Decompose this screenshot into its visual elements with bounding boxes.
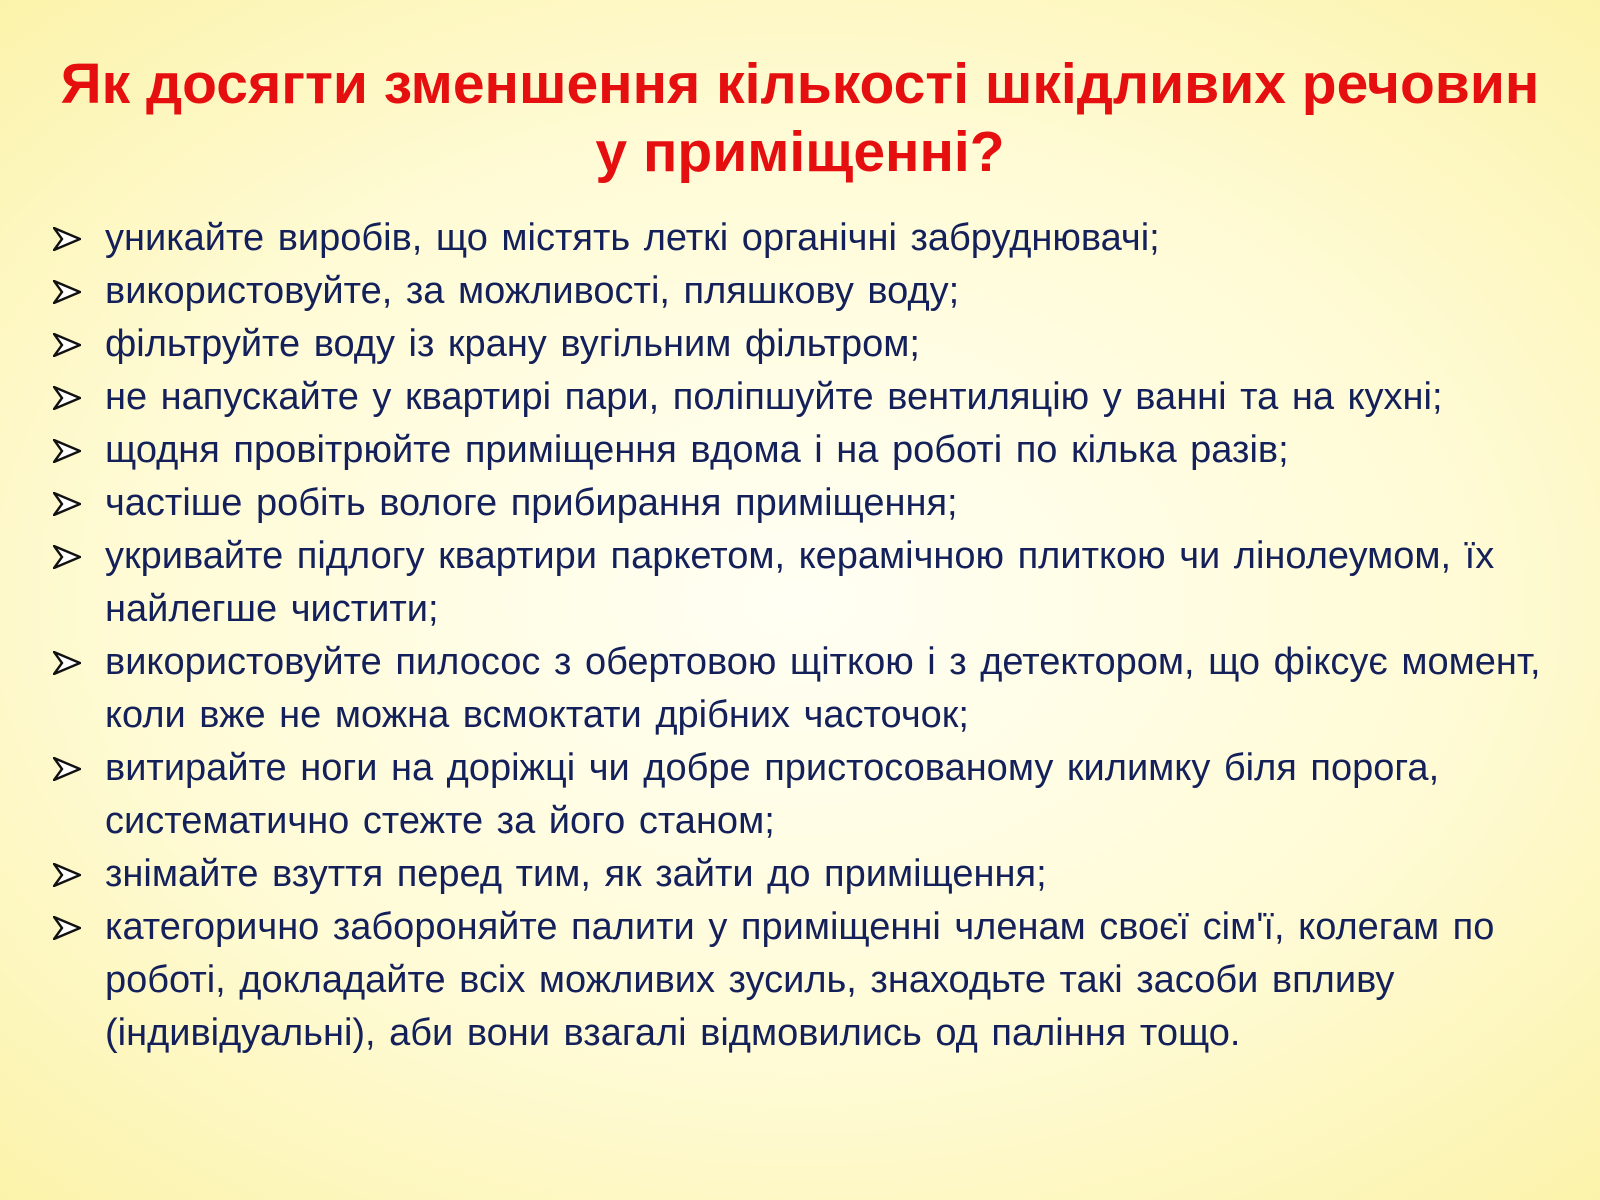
arrow-bullet-icon [53,757,81,781]
arrow-bullet-icon [53,916,81,940]
list-item [50,742,1550,848]
arrow-bullet-icon [53,333,81,357]
list-item-text: категорично забороняйте палити у приміщенні членам своєї сім'ї, колегам по роботі, докладайте всіх можливих зусиль, знаходьте такі засоби впливу (індивідуальні), аби вони взагалі відмовились од паління тощо. [105,906,1495,1054]
list-item [50,371,1550,424]
list-item [50,530,1550,636]
arrow-bullet-icon [53,439,81,463]
list-item-text: укривайте підлогу квартири паркетом, керамічною плиткою чи лінолеумом, їх найлегше чистити; [105,535,1495,630]
arrow-bullet-icon [53,386,81,410]
list-item-text: частіше робіть вологе прибирання приміщення; [105,482,958,524]
list-item [50,318,1550,371]
list-item-text: витирайте ноги на доріжці чи добре пристосованому килимку біля порога, систематично стежте за його станом; [105,747,1440,842]
list-item-text: щодня провітрюйте приміщення вдома і на роботі по кілька разів; [105,429,1289,471]
list-item [50,424,1550,477]
list-item [50,477,1550,530]
list-item-text: використовуйте, за можливості, пляшкову воду; [105,270,960,312]
arrow-bullet-icon [53,492,81,516]
list-item-text: уникайте виробів, що містять леткі органічні забруднювачі; [105,217,1160,259]
arrow-bullet-icon [53,651,81,675]
list-item-text: знімайте взуття перед тим, як зайти до приміщення; [105,853,1047,895]
list-item [50,636,1550,742]
arrow-bullet-icon [53,545,81,569]
list-item [50,265,1550,318]
arrow-bullet-icon [53,227,81,251]
arrow-bullet-icon [53,280,81,304]
bullet-list [50,212,1550,1060]
list-item [50,848,1550,901]
list-item-text: не напускайте у квартирі пари, поліпшуйте вентиляцію у ванні та на кухні; [105,376,1443,418]
list-item-text: використовуйте пилосос з обертовою щіткою і з детектором, що фіксує момент, коли вже не можна всмоктати дрібних часточок; [105,641,1541,736]
list-item-text: фільтруйте воду із крану вугільним фільтром; [105,323,920,365]
arrow-bullet-icon [53,863,81,887]
list-item [50,901,1550,1060]
list-item [50,212,1550,265]
slide-title: Як досягти зменшення кількості шкідливих речовин у приміщенні? [60,52,1540,184]
